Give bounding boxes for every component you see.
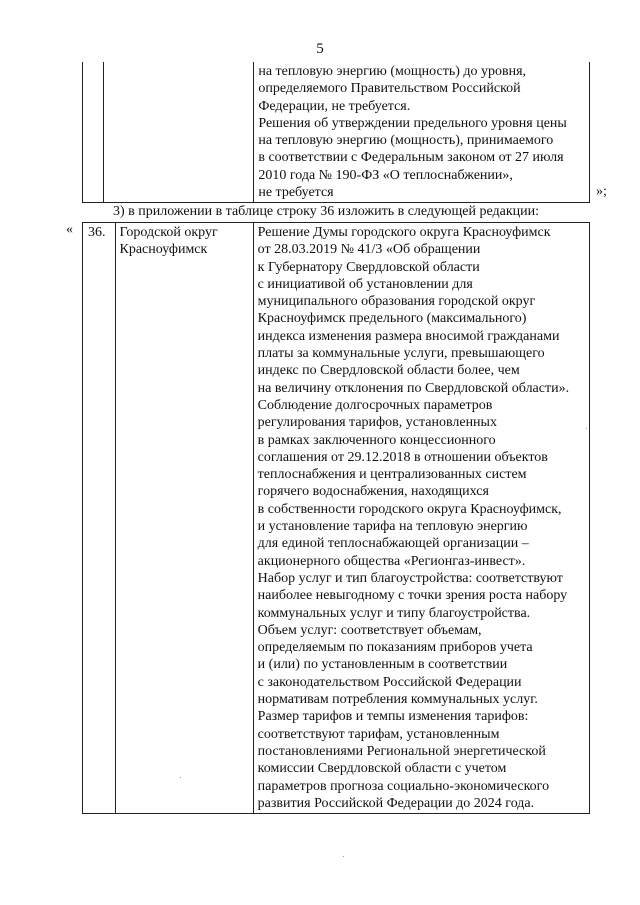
regulation-text-cell (253, 223, 589, 814)
municipality-line: Красноуфимск (119, 242, 208, 258)
text-line: коммунальных услуг и типу благоустройства. (257, 605, 531, 621)
text-line: и (или) по установленным в соответствии (257, 657, 508, 673)
text-line: Объем услуг: соответствует объемам, (257, 622, 482, 638)
text-line: не требуется (258, 185, 334, 201)
amended-row-table (82, 222, 590, 814)
text-line: Красноуфимск предельного (максимального) (257, 311, 527, 327)
text-line: параметров прогноза социально-экономического (257, 778, 550, 794)
text-line: в соответствии с Федеральным законом от 27 июля (258, 150, 564, 166)
text-line: 2010 года № 190-ФЗ «О теплоснабжении», (258, 167, 513, 183)
text-line: соответствуют тарифам, установленным (257, 726, 500, 742)
empty-cell (104, 62, 254, 203)
regulation-text-cell (254, 62, 590, 203)
scan-speck (180, 777, 181, 778)
text-line: к Губернатору Свердловской области (257, 259, 480, 275)
text-line: платы за коммунальные услуги, превышающего (257, 346, 545, 362)
text-line: на тепловую энергию (мощность), принимаемого (258, 133, 554, 149)
text-line: Набор услуг и тип благоустройства: соответствуют (257, 570, 563, 586)
text-line: с инициативой об установлении для (257, 276, 473, 292)
text-line: в рамках заключенного концессионного (257, 432, 496, 448)
row-number-cell: 36. (83, 223, 116, 814)
text-line: Федерации, не требуется. (258, 98, 411, 114)
text-line: на величину отклонения по Свердловской области». (257, 380, 570, 396)
text-line: акционерного общества «Регионгаз-инвест». (257, 553, 526, 569)
text-line: Решения об утверждении предельного уровня цены (258, 115, 567, 131)
text-line: определяемым по показаниям приборов учета (257, 640, 533, 656)
continued-table (82, 62, 590, 203)
text-line: постановлениями Региональной энергетической (257, 743, 546, 759)
opening-quote-mark: « (66, 222, 73, 237)
text-line: комиссии Свердловской области с учетом (257, 761, 507, 777)
table-row (83, 62, 590, 203)
text-line: от 28.03.2019 № 41/3 «Об обращении (257, 242, 481, 258)
text-line: регулирования тарифов, установленных (257, 415, 497, 431)
closing-quote-mark: »; (596, 184, 607, 199)
municipality-line: Городской округ (119, 225, 218, 240)
municipality-cell (115, 223, 253, 814)
text-line: муниципального образования городской округ (257, 294, 536, 310)
scan-speck (586, 428, 587, 429)
table-row (83, 223, 590, 814)
scan-speck (343, 856, 344, 857)
text-line: Решение Думы городского округа Красноуфимск (257, 225, 551, 240)
text-line: с законодательством Российской Федерации (257, 674, 522, 690)
empty-cell (83, 62, 104, 203)
text-line: индекс по Свердловской области более, чем (257, 363, 520, 379)
text-line: наиболее невыгодному с точки зрения роста набору (257, 588, 568, 604)
text-line: и установление тарифа на тепловую энергию (257, 519, 528, 535)
text-line: индекса изменения размера вносимой гражданами (257, 328, 560, 344)
text-line: на тепловую энергию (мощность) до уровня, (258, 64, 527, 79)
text-line: в собственности городского округа Красноуфимск, (257, 501, 562, 517)
text-line: определяемого Правительством Российской (258, 81, 521, 97)
text-line: Соблюдение долгосрочных параметров (257, 397, 493, 413)
text-line: соглашения от 29.12.2018 в отношении объектов (257, 449, 548, 465)
amendment-instruction: 3) в приложении в таблице строку 36 изложить в следующей редакции: (113, 204, 540, 219)
text-line: нормативам потребления коммунальных услуг. (257, 692, 538, 708)
page-number: 5 (316, 41, 324, 57)
text-line: теплоснабжения и централизованных систем (257, 467, 527, 483)
text-line: для единой теплоснабжающей организации – (257, 536, 529, 552)
text-line: горячего водоснабжения, находящихся (257, 484, 489, 500)
text-line: развития Российской Федерации до 2024 года. (257, 795, 535, 811)
text-line: Размер тарифов и темпы изменения тарифов: (257, 709, 529, 725)
